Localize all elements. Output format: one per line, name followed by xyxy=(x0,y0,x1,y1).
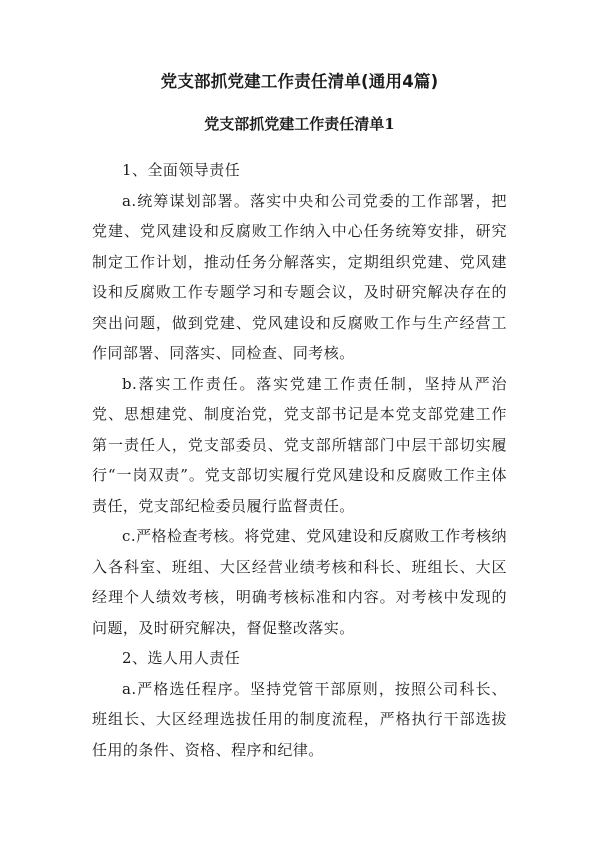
section-heading: 1、全面领导责任 xyxy=(122,161,241,179)
section-heading: 2、选人用人责任 xyxy=(122,649,241,667)
document-body xyxy=(92,155,507,765)
body-paragraph: a.严格选任程序。坚持党管干部原则，按照公司科长、班组长、大区经理选拔任用的制度流程，严格执行干部选拔任用的条件、资格、程序和纪律。 xyxy=(92,679,507,759)
body-paragraph: b.落实工作责任。落实党建工作责任制，坚持从严治党、思想建党、制度治党，党支部书记是本党支部党建工作第一责任人，党支部委员、党支部所辖部门中层干部切实履行“一岗双责”。党支部切实履行党风建设和反腐败工作主体责任，党支部纪检委员履行监督责任。 xyxy=(92,374,507,515)
document-subtitle: 党支部抓党建工作责任清单1 xyxy=(204,115,395,133)
document-title: 党支部抓党建工作责任清单(通用4篇) xyxy=(160,72,439,91)
body-paragraph: a.统筹谋划部署。落实中央和公司党委的工作部署，把党建、党风建设和反腐败工作纳入中心任务统筹安排，研究制定工作计划，推动任务分解落实，定期组织党建、党风建设和反腐败工作专题学习和专题会议，及时研究解决存在的突出问题，做到党建、党风建设和反腐败工作与生产经营工作同部署、同落实、同检查、同考核。 xyxy=(92,191,507,362)
body-paragraph: c.严格检查考核。将党建、党风建设和反腐败工作考核纳入各科室、班组、大区经营业绩考核和科长、班组长、大区经理个人绩效考核，明确考核标准和内容。对考核中发现的问题，及时研究解决，督促整改落实。 xyxy=(92,527,507,637)
